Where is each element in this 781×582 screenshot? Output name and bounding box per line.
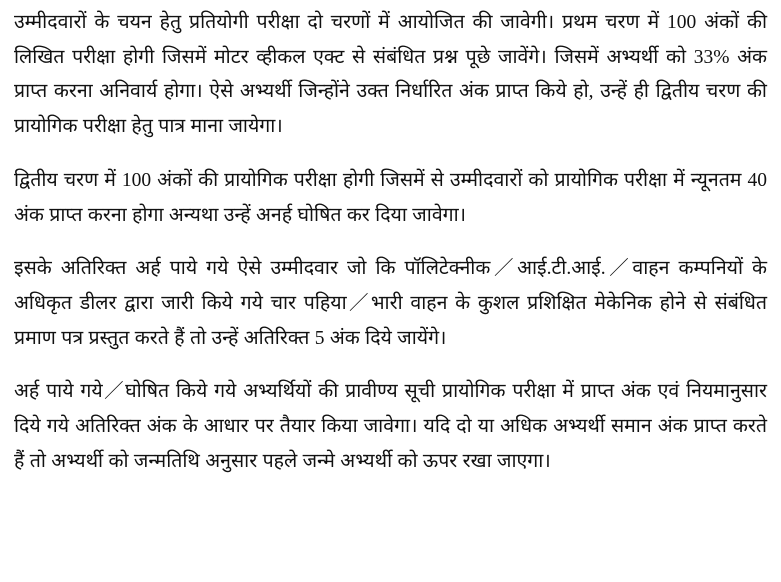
paragraph-merit-list: अर्ह पाये गये／घोषित किये गये अभ्यर्थियों की प्रावीण्य सूची प्रायोगिक परीक्षा में प्राप्त अंक एवं नियमानुसार दिये गये अतिरिक्त अंक के आधार पर तैयार किया जावेगा। यदि दो या अधिक अभ्यर्थी समान अंक प्राप्त करते हैं तो अभ्यर्थी को जन्मतिथि अनुसार पहले जन्मे अभ्यर्थी को ऊपर रखा जाएगा।	[14, 381, 767, 472]
paragraph-selection-process: उम्मीदवारों के चयन हेतु प्रतियोगी परीक्षा दो चरणों में आयोजित की जावेगी। प्रथम चरण में 100 अंकों की लिखित परीक्षा होगी जिसमें मोटर व्हीकल एक्ट से संबंधित प्रश्न पूछे जावेंगे। जिसमें अभ्यर्थी को 33% अंक प्राप्त करना अनिवार्य होगा। ऐसे अभ्यर्थी जिन्होंने उक्त निर्धारित अंक प्राप्त किये हो, उन्हें ही द्वितीय चरण की प्रायोगिक परीक्षा हेतु पात्र माना जायेगा।	[14, 12, 767, 138]
paragraph-second-stage: द्वितीय चरण में 100 अंकों की प्रायोगिक परीक्षा होगी जिसमें से उम्मीदवारों को प्रायोगिक परीक्षा में न्यूनतम 40 अंक प्राप्त करना होगा अन्यथा उन्हें अनर्ह घोषित कर दिया जावेगा।	[14, 169, 767, 226]
paragraph-extra-marks: इसके अतिरिक्त अर्ह पाये गये ऐसे उम्मीदवार जो कि पॉलिटेक्नीक／आई.टी.आई.／वाहन कम्पनियों के अधिकृत डीलर द्वारा जारी किये गये चार पहिया／भारी वाहन के कुशल प्रशिक्षित मेकेनिक होने से संबंधित प्रमाण पत्र प्रस्तुत करते हैं तो उन्हें अतिरिक्त 5 अंक दिये जायेंगे।	[14, 258, 767, 349]
